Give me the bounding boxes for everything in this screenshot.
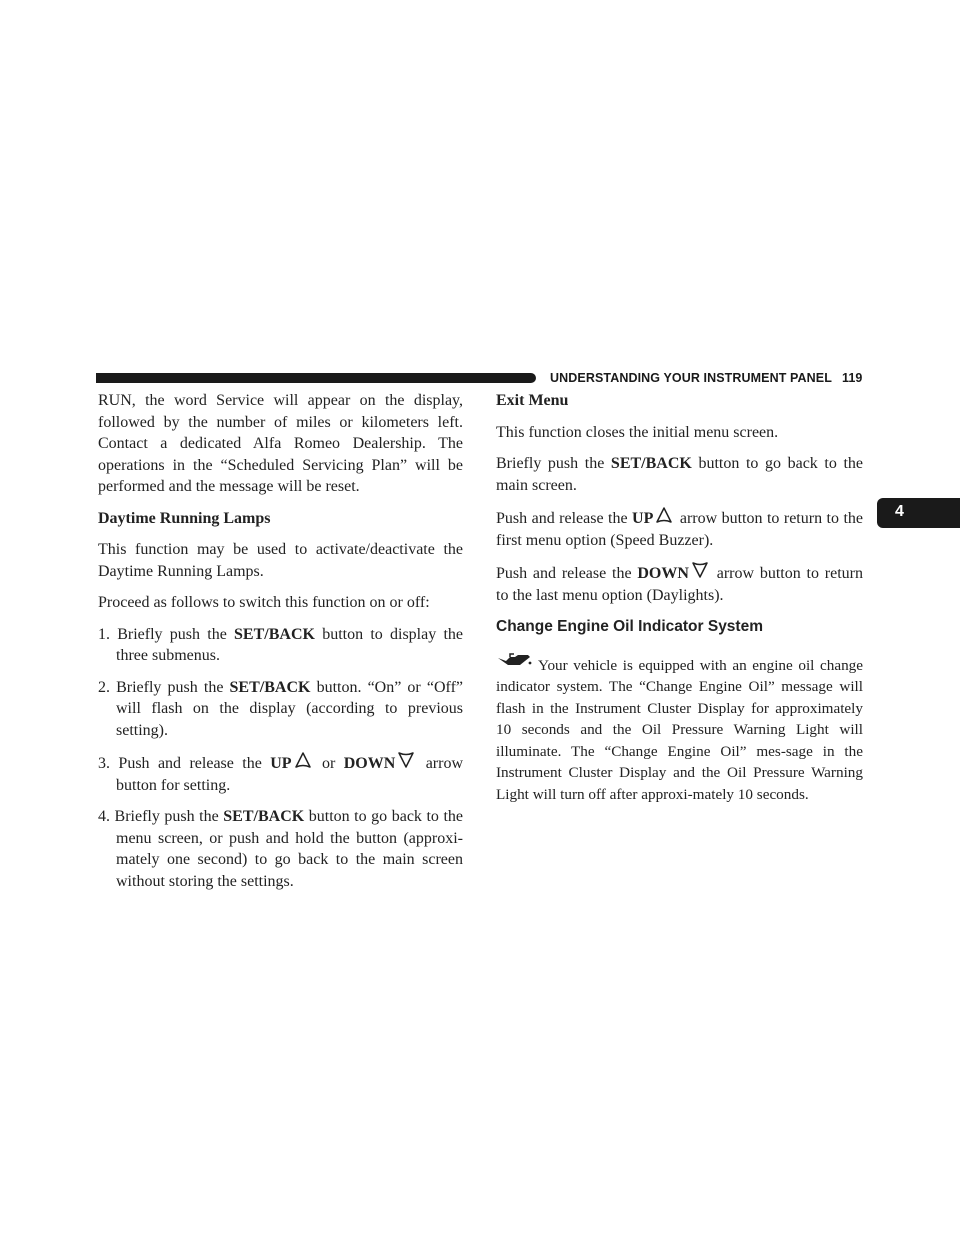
header-rule [96, 373, 536, 383]
set-back-key: SET/BACK [234, 625, 315, 643]
drl-heading: Daytime Running Lamps [98, 509, 271, 527]
left-column [98, 390, 463, 902]
set-back-paragraph: Briefly push the SET/BACK button to go back to the main screen. [496, 455, 864, 494]
section-title: UNDERSTANDING YOUR INSTRUMENT PANEL [550, 371, 832, 385]
intro-paragraph: RUN, the word Service will appear on the display, followed by the number of miles or kilometers left. Contact a dedicated Alfa Romeo Dealership. The operations in the “Scheduled Servicing Plan” will be performed and the message will be reset. [98, 392, 463, 495]
chapter-number: 4 [895, 503, 904, 520]
drl-description: This function may be used to activate/deactivate the Daytime Running Lamps. [98, 541, 463, 580]
running-header [550, 371, 862, 385]
step-4: 4. Briefly push the SET/BACK button to go back to the menu screen, or push and hold the button (approxi-mately one second) to go back to the main screen without storing the settings. [98, 808, 464, 890]
down-arrow-icon [690, 561, 710, 579]
down-key: DOWN [343, 755, 396, 772]
set-back-key: SET/BACK [223, 808, 305, 825]
up-arrow-icon [293, 751, 313, 769]
step-1: 1. Briefly push the SET/BACK button to display the three submenus. [98, 625, 463, 664]
set-back-key: SET/BACK [610, 455, 692, 472]
down-arrow-icon [396, 751, 416, 769]
up-arrow-icon [654, 506, 674, 524]
set-back-key: SET/BACK [229, 678, 311, 696]
right-column [496, 390, 863, 815]
up-key: UP [632, 510, 654, 527]
oil-can-icon [496, 652, 532, 670]
oil-indicator-heading: Change Engine Oil Indicator System [496, 618, 763, 635]
step-3: 3. Push and release the UP or DOWN arrow button for setting. [98, 751, 463, 796]
up-paragraph: Push and release the UP arrow button to return to the first menu option (Speed Buzzer). [496, 506, 863, 551]
chapter-tab [877, 498, 960, 528]
oil-indicator-paragraph: Your vehicle is equipped with an engine oil change indicator system. The “Change Engine Oil” message will flash in the Instrument Cluster Display for approximately 10 seconds and the Oil Pressure Warning Light will illuminate. The “Change Engine Oil” mes-sage in the Instrument Cluster Display and the Oil Pressure Warning Light will turn off after approxi-mately 10 seconds. [496, 652, 863, 806]
down-paragraph: Push and release the DOWN arrow button to return to the last menu option (Daylights). [496, 561, 863, 606]
step-2: 2. Briefly push the SET/BACK button. “On” or “Off” will flash on the display (according to previous setting). [98, 678, 463, 739]
exit-menu-description: This function closes the initial menu screen. [496, 423, 779, 441]
proceed-paragraph: Proceed as follows to switch this function on or off: [98, 594, 430, 611]
up-key: UP [270, 755, 292, 772]
down-key: DOWN [637, 565, 689, 582]
exit-menu-heading: Exit Menu [496, 392, 569, 409]
page-number: 119 [841, 371, 863, 385]
